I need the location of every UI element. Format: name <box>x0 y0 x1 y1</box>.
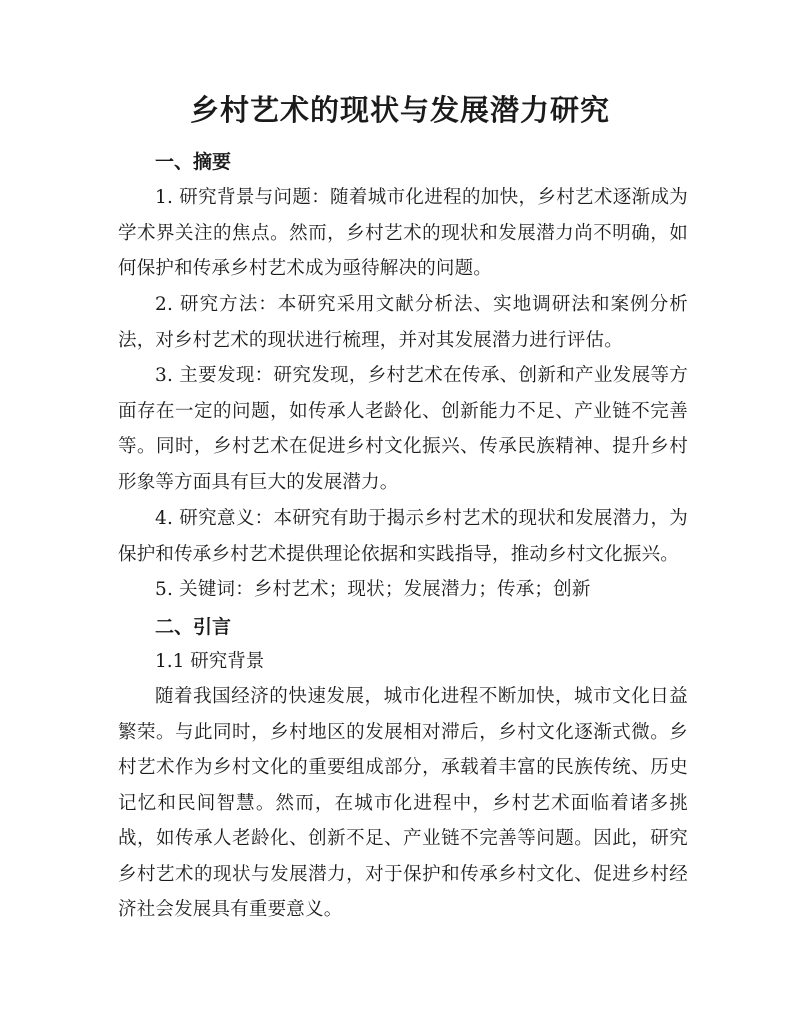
abstract-paragraph-background: 1. 研究背景与问题：随着城市化进程的加快，乡村艺术逐渐成为学术界关注的焦点。然而，乡村艺术的现状和发展潜力尚不明确，如何保护和传承乡村艺术成为亟待解决的问题。 <box>118 187 688 279</box>
document-title: 乡村艺术的现状与发展潜力研究 <box>189 93 610 127</box>
section-heading-abstract: 一、摘要 <box>155 151 232 173</box>
abstract-paragraph-keywords: 5. 关键词：乡村艺术；现状；发展潜力；传承；创新 <box>155 579 591 600</box>
section-heading-introduction: 二、引言 <box>155 616 232 638</box>
abstract-paragraph-significance: 4. 研究意义：本研究有助于揭示乡村艺术的现状和发展潜力，为保护和传承乡村艺术提供理论依据和实践指导，推动乡村文化振兴。 <box>118 508 688 565</box>
subsection-heading-background: 1.1 研究背景 <box>155 651 265 672</box>
abstract-paragraph-methods: 2. 研究方法：本研究采用文献分析法、实地调研法和案例分析法，对乡村艺术的现状进行梳理，并对其发展潜力进行评估。 <box>118 294 688 351</box>
introduction-paragraph: 随着我国经济的快速发展，城市化进程不断加快，城市文化日益繁荣。与此同时，乡村地区的发展相对滞后，乡村文化逐渐式微。乡村艺术作为乡村文化的重要组成部分，承载着丰富的民族传统、历史记忆和民间智慧。然而，在城市化进程中，乡村艺术面临着诸多挑战，如传承人老龄化、创新不足、产业链不完善等问题。因此，研究乡村艺术的现状与发展潜力，对于保护和传承乡村文化、促进乡村经济社会发展具有重要意义。 <box>118 686 688 920</box>
abstract-paragraph-findings: 3. 主要发现：研究发现，乡村艺术在传承、创新和产业发展等方面存在一定的问题，如传承人老龄化、创新能力不足、产业链不完善等。同时，乡村艺术在促进乡村文化振兴、传承民族精神、提升乡村形象等方面具有巨大的发展潜力。 <box>118 365 688 493</box>
